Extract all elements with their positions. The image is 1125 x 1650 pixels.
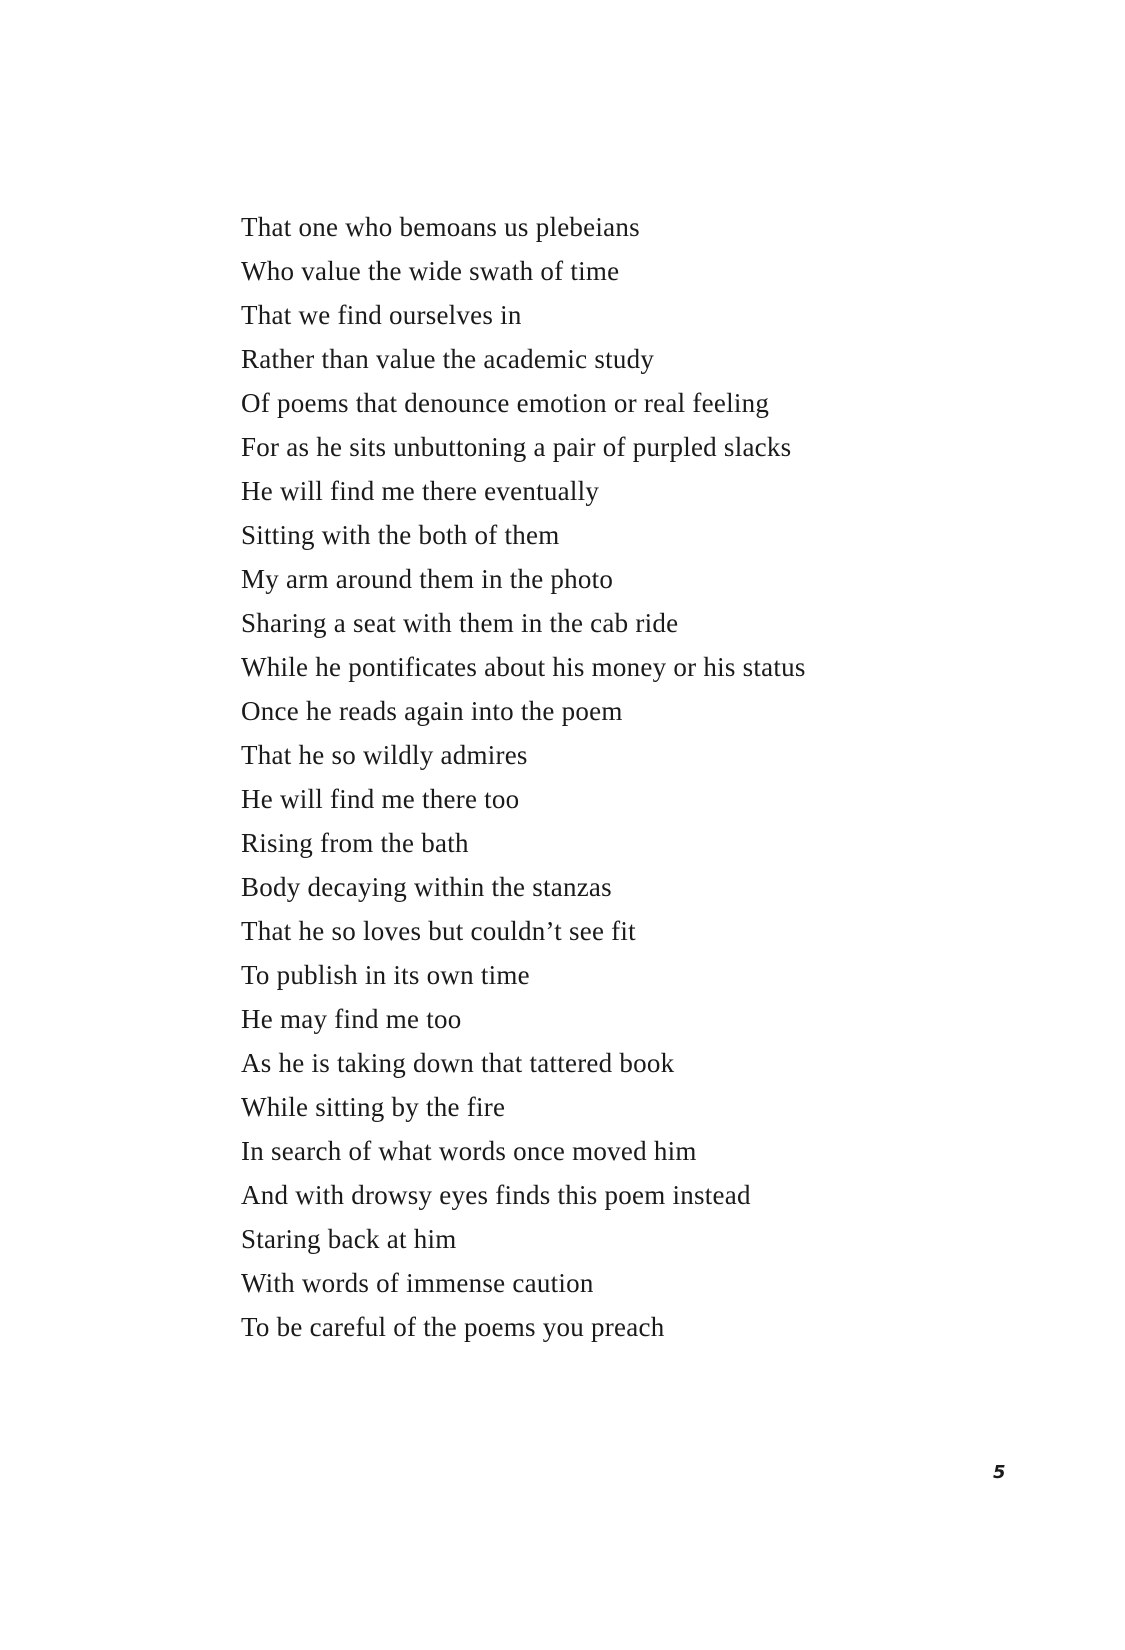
poem-line: Rising from the bath bbox=[241, 828, 469, 858]
poem-line: He will find me there too bbox=[241, 784, 520, 814]
page-number: 5 bbox=[993, 1462, 1006, 1483]
poem-line: Sitting with the both of them bbox=[241, 520, 560, 550]
poem-line: For as he sits unbuttoning a pair of purpled slacks bbox=[241, 432, 792, 462]
poem-line: To be careful of the poems you preach bbox=[241, 1312, 665, 1342]
poem-line: That we find ourselves in bbox=[241, 300, 522, 330]
poem-line: As he is taking down that tattered book bbox=[241, 1048, 675, 1078]
poem-line: He may find me too bbox=[241, 1004, 462, 1034]
poem-line: Body decaying within the stanzas bbox=[241, 872, 612, 902]
poem-line: To publish in its own time bbox=[241, 960, 530, 990]
poem-body bbox=[241, 205, 806, 1349]
poem-line: Who value the wide swath of time bbox=[241, 256, 620, 286]
poem-line: That one who bemoans us plebeians bbox=[241, 212, 640, 242]
poem-line: Once he reads again into the poem bbox=[241, 696, 623, 726]
poem-line: While he pontificates about his money or his status bbox=[241, 652, 806, 682]
poem-line: That he so loves but couldn’t see fit bbox=[241, 916, 636, 946]
poem-line: Staring back at him bbox=[241, 1224, 457, 1254]
poem-line: While sitting by the fire bbox=[241, 1092, 506, 1122]
poem-line: Of poems that denounce emotion or real feeling bbox=[241, 388, 770, 418]
poem-line: In search of what words once moved him bbox=[241, 1136, 697, 1166]
poem-line: With words of immense caution bbox=[241, 1268, 594, 1298]
poem-line: Sharing a seat with them in the cab ride bbox=[241, 608, 679, 638]
poem-line: That he so wildly admires bbox=[241, 740, 528, 770]
poem-line: Rather than value the academic study bbox=[241, 344, 655, 374]
poem-line: My arm around them in the photo bbox=[241, 564, 614, 594]
poem-line: He will find me there eventually bbox=[241, 476, 600, 506]
poem-line: And with drowsy eyes finds this poem instead bbox=[241, 1180, 751, 1210]
